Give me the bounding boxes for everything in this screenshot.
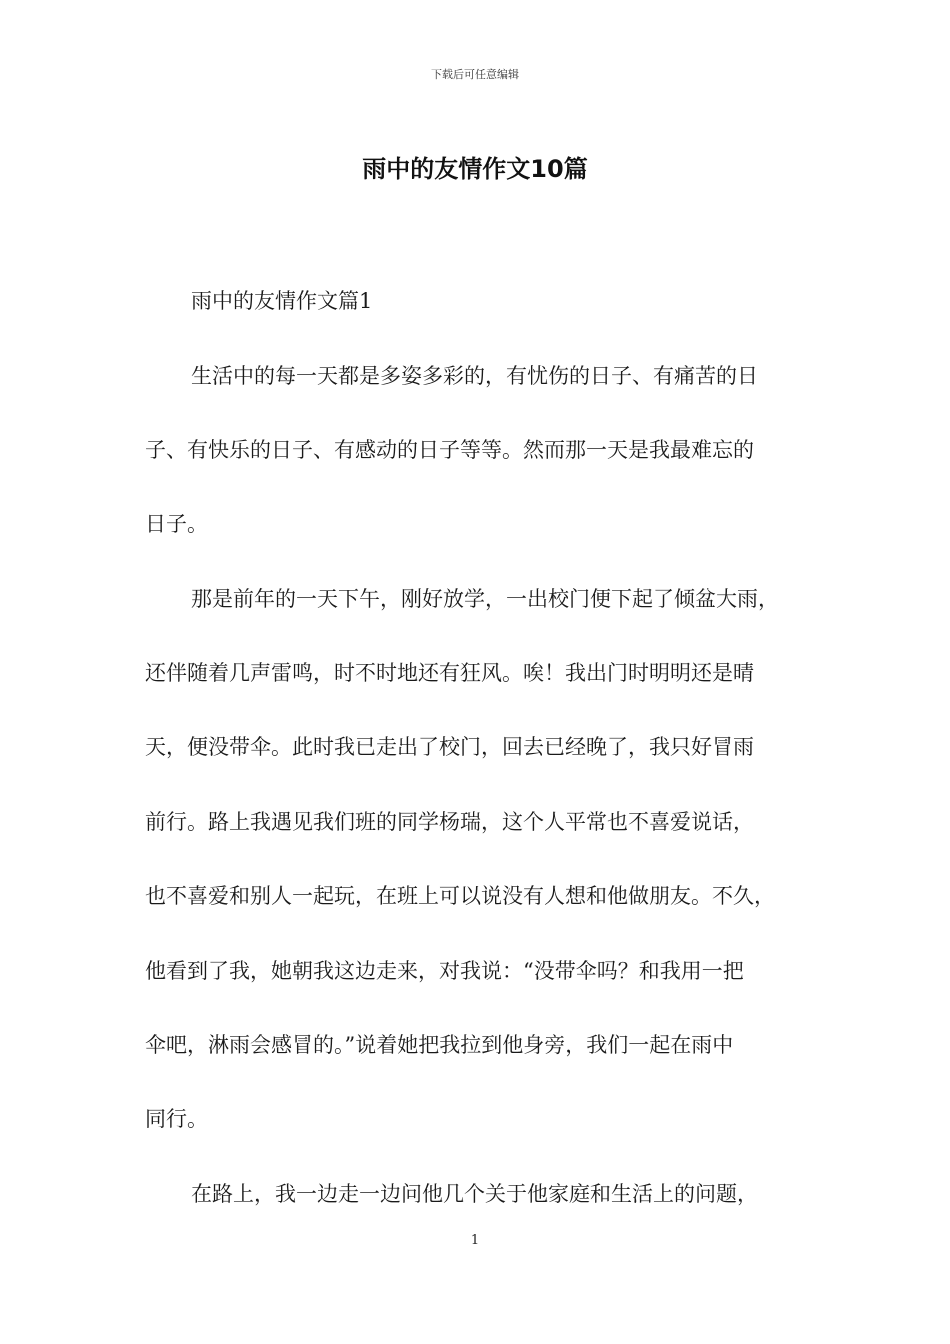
page-title: 雨中的友情作文10篇 xyxy=(362,155,588,183)
body-line: 那是前年的一天下午，刚好放学，一出校门便下起了倾盆大雨， xyxy=(191,587,779,611)
body-line: 子、有快乐的日子、有感动的日子等等。然而那一天是我最难忘的 xyxy=(145,438,754,462)
section-heading: 雨中的友情作文篇1 xyxy=(191,289,373,313)
body-line: 生活中的每一天都是多姿多彩的，有忧伤的日子、有痛苦的日 xyxy=(191,364,758,388)
body-line: 在路上，我一边走一边问他几个关于他家庭和生活上的问题， xyxy=(191,1182,758,1206)
body-line: 同行。 xyxy=(145,1107,208,1131)
body-line: 伞吧，淋雨会感冒的。”说着她把我拉到他身旁，我们一起在雨中 xyxy=(145,1033,734,1057)
body-line: 也不喜爱和别人一起玩，在班上可以说没有人想和他做朋友。不久， xyxy=(145,884,775,908)
page-number: 1 xyxy=(470,1233,480,1248)
body-line: 他看到了我，她朝我这边走来，对我说：“没带伞吗？和我用一把 xyxy=(145,959,744,983)
body-line: 日子。 xyxy=(145,512,208,536)
header-note: 下载后可任意编辑 xyxy=(431,68,519,81)
body-line: 天，便没带伞。此时我已走出了校门，回去已经晚了，我只好冒雨 xyxy=(145,735,754,759)
body-line: 还伴随着几声雷鸣，时不时地还有狂风。唉！我出门时明明还是晴 xyxy=(145,661,754,685)
body-line: 前行。路上我遇见我们班的同学杨瑞，这个人平常也不喜爱说话， xyxy=(145,810,754,834)
